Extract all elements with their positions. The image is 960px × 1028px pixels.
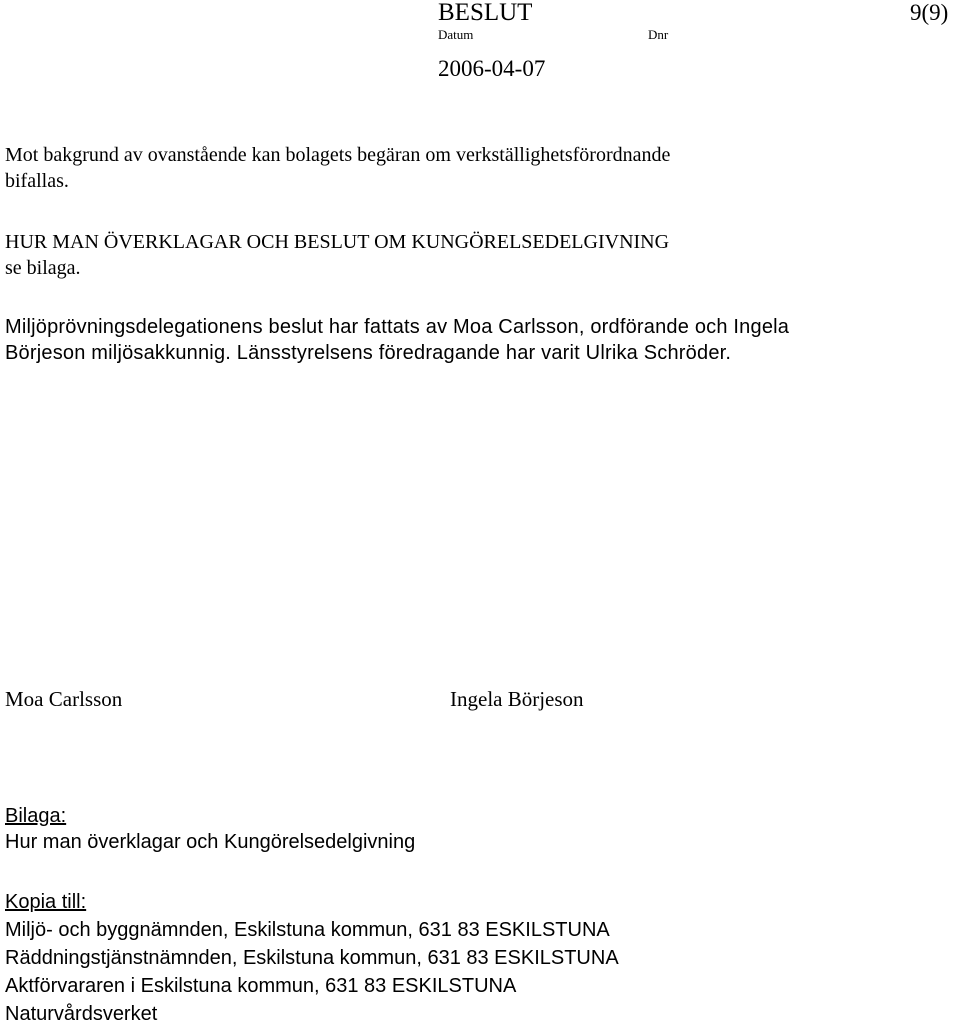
attachment-item: Hur man överklagar och Kungörelsedelgivning [5,831,416,853]
paragraph-appeal-reference [5,229,669,281]
document-type: BESLUT [438,0,533,26]
text-line: Miljöprövningsdelegationens beslut har fattats av Moa Carlsson, ordförande och Ingela [5,316,790,338]
text-line: Mot bakgrund av ovanstående kan bolagets begäran om verkställighetsförordnande [5,144,671,166]
copy-recipient: Miljö- och byggnämnden, Eskilstuna kommun, 631 83 ESKILSTUNA [5,919,610,941]
page-number: 9(9) [910,0,949,25]
signature-chair: Moa Carlsson [5,687,123,711]
paragraph-decision [5,142,670,194]
signature-expert: Ingela Börjeson [450,687,584,711]
copy-recipient: Räddningstjänstnämnden, Eskilstuna kommun, 631 83 ESKILSTUNA [5,947,619,969]
copies-heading: Kopia till: [5,891,87,913]
attachment-section [5,803,415,855]
decision-date: 2006-04-07 [438,56,546,81]
copy-recipient: Aktförvararen i Eskilstuna kommun, 631 83 ESKILSTUNA [5,975,517,997]
text-line: Börjeson miljösakkunnig. Länsstyrelsens föredragande har varit Ulrika Schröder. [5,342,732,364]
copy-recipient: Naturvårdsverket [5,1003,158,1025]
paragraph-decision-makers [5,314,789,366]
attachment-heading: Bilaga: [5,805,67,827]
text-line: bifallas. [5,170,69,192]
text-line: HUR MAN ÖVERKLAGAR OCH BESLUT OM KUNGÖRELSEDELGIVNING [5,231,670,253]
copies-section [5,888,619,1028]
date-label: Datum [438,27,474,42]
text-line: se bilaga. [5,257,81,279]
dnr-label: Dnr [648,27,669,42]
